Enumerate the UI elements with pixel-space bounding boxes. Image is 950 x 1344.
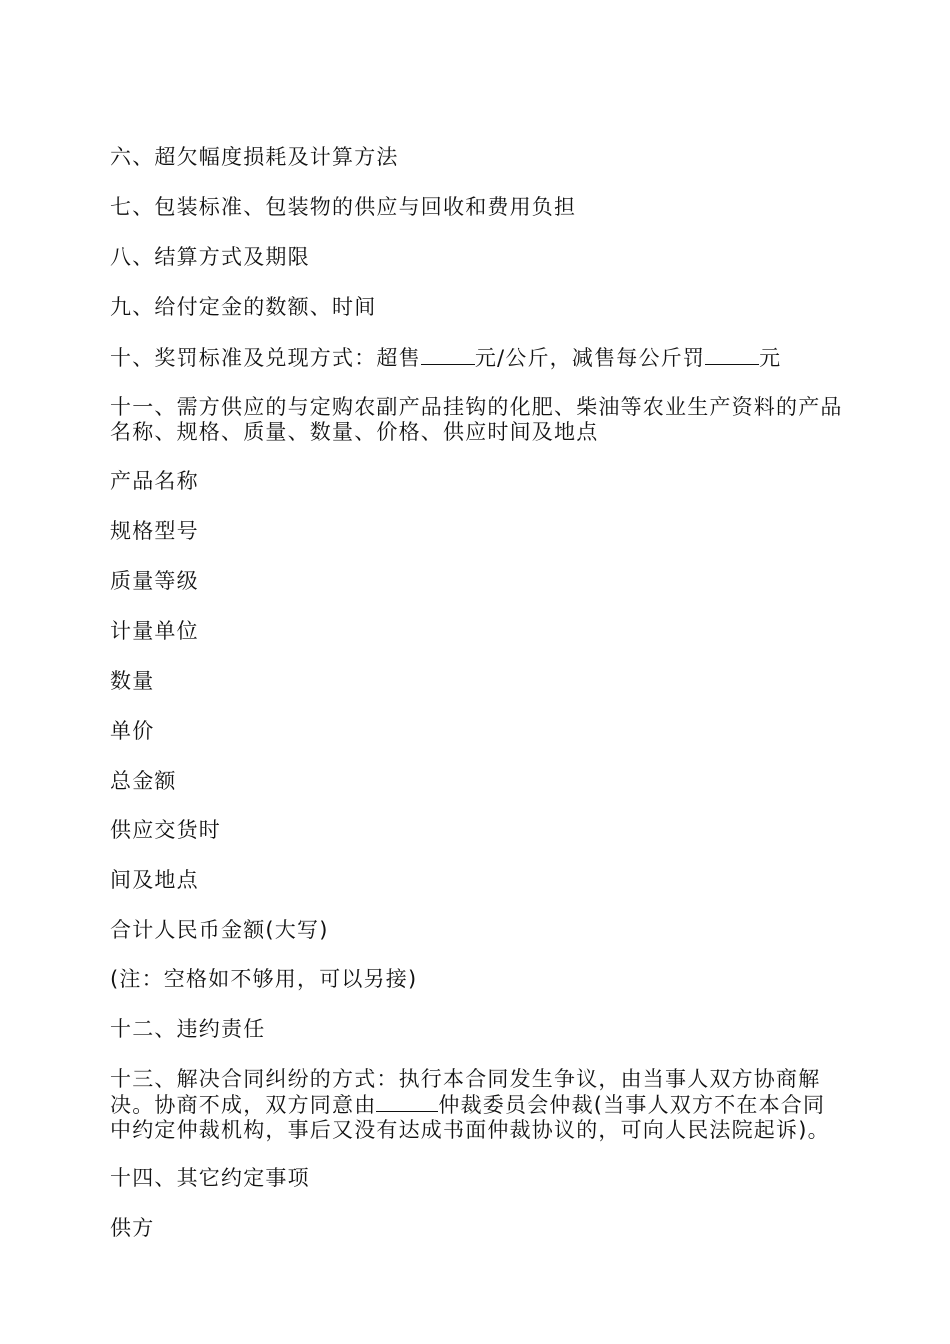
field-quantity: 数量 xyxy=(110,669,155,693)
clause-ten-text-3: 元 xyxy=(759,346,782,370)
field-product-name: 产品名称 xyxy=(110,469,199,493)
field-delivery-time: 供应交货时 xyxy=(110,818,221,842)
clause-thirteen-text-1: 十三、解决合同纠纷的方式：执行本合同发生争议，由当事人双方协商解决。协商不成，双方同意由 xyxy=(110,1067,821,1117)
supplier-label: 供方 xyxy=(110,1216,155,1240)
field-quality-grade: 质量等级 xyxy=(110,569,199,593)
clause-twelve: 十二、违约责任 xyxy=(110,1017,266,1041)
clause-six: 六、超欠幅度损耗及计算方法 xyxy=(110,145,399,169)
clause-thirteen-text-2: 仲裁委员会仲裁(当事人双方不在本合同中约定仲裁机构，事后又没有达成书面仲裁协议的，可向人民法院起诉)。 xyxy=(110,1093,830,1142)
field-total-rmb: 合计人民币金额(大写) xyxy=(110,918,329,942)
field-delivery-place: 间及地点 xyxy=(110,868,199,892)
clause-ten xyxy=(110,345,845,371)
clause-thirteen xyxy=(110,1067,845,1143)
clause-eleven: 十一、需方供应的与定购农副产品挂钩的化肥、柴油等农业生产资料的产品名称、规格、质量、数量、价格、供应时间及地点 xyxy=(110,395,843,444)
clause-fourteen: 十四、其它约定事项 xyxy=(110,1166,310,1190)
field-spec-model: 规格型号 xyxy=(110,519,199,543)
blank-field xyxy=(421,345,475,365)
clause-seven: 七、包装标准、包装物的供应与回收和费用负担 xyxy=(110,195,577,219)
blank-field xyxy=(705,345,759,365)
clause-ten-text-2: 元/公斤，减售每公斤罚 xyxy=(474,346,706,370)
clause-nine: 九、给付定金的数额、时间 xyxy=(110,295,377,319)
field-unit-price: 单价 xyxy=(110,719,155,743)
note: (注：空格如不够用，可以另接) xyxy=(110,967,418,991)
blank-field xyxy=(376,1092,438,1112)
clause-ten-text-1: 十、奖罚标准及兑现方式：超售 xyxy=(110,346,421,370)
clause-eight: 八、结算方式及期限 xyxy=(110,245,310,269)
field-unit: 计量单位 xyxy=(110,619,199,643)
field-total-amount: 总金额 xyxy=(110,769,177,793)
